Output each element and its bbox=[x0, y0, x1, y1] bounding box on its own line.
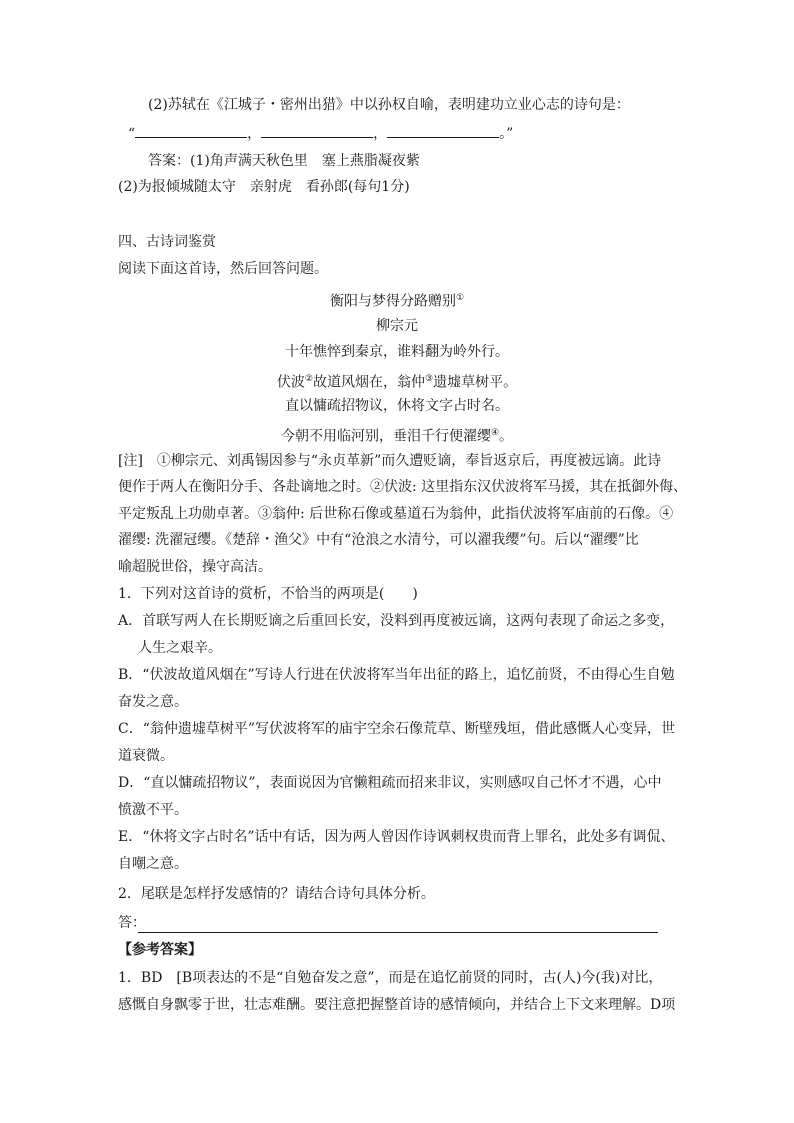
option-c-line-1: C．“翁仲遗墟草树平”写伏波将军的庙宇空余石像荒草、断壁残垣，借此感慨人心变异，世 bbox=[118, 721, 676, 737]
blank-3[interactable] bbox=[387, 123, 499, 138]
answer-label: 答： bbox=[118, 915, 146, 931]
option-e-line-1: E．“休将文字占时名”话中有话，因为两人曾因作诗讽刺权贵而背上罪名，此处多有调侃、 bbox=[118, 829, 675, 845]
poem-title bbox=[0, 288, 794, 312]
poem-line-4-part-b: 。 bbox=[499, 428, 514, 445]
separator-2: ， bbox=[373, 126, 388, 142]
poem-note-mark-4: ④ bbox=[490, 428, 500, 438]
section-instruction: 阅读下面这首诗，然后回答问题。 bbox=[118, 261, 328, 277]
poem-line-4-part-a: 今朝不用临河别，垂泪千行便濯缨 bbox=[280, 428, 491, 445]
poem-title-text: 衡阳与梦得分路赠别 bbox=[329, 293, 456, 310]
close-quote: 。” bbox=[499, 126, 514, 142]
option-a-line-2: 人生之艰辛。 bbox=[138, 640, 222, 656]
reference-answer-line-2: 感慨自身飘零于世，壮志难酬。要注意把握整首诗的感情倾向，并结合上下文来理解。D项 bbox=[118, 997, 676, 1013]
poem-line-1: 十年憔悴到秦京，谁料翻为岭外行。 bbox=[285, 344, 509, 360]
note-line-5: 喻超脱世俗，操守高洁。 bbox=[118, 559, 272, 575]
note-line-1: [注] ①柳宗元、刘禹锡因参与“永贞革新”而久遭贬谪，奉旨返京后，再度被远谪。此诗 bbox=[118, 453, 662, 469]
separator-1: ， bbox=[247, 126, 262, 142]
poem-title-note: ① bbox=[455, 293, 465, 303]
poem-line-3: 直以慵疏招物议，休将文字占时名。 bbox=[285, 398, 509, 414]
reference-answer-heading: 【参考答案】 bbox=[118, 942, 202, 958]
option-e-line-2: 自嘲之意。 bbox=[118, 856, 188, 872]
note-line-2: 便作于两人在衡阳分手、各赴谪地之时。②伏波: 这里指东汉伏波将军马援，其在抵御外侮、 bbox=[118, 479, 688, 495]
poem-line-2 bbox=[0, 369, 794, 393]
previous-answer-line-1: 答案：(1)角声满天秋色里 塞上燕脂凝夜紫 bbox=[148, 153, 420, 169]
note-line-3: 平定叛乱上功勋卓著。③翁仲: 后世称石像或墓道石为翁仲，此指伏波将军庙前的石像。④ bbox=[118, 506, 674, 522]
section-heading: 四、古诗词鉴赏 bbox=[118, 234, 216, 250]
question-2-stem: 2．尾联是怎样抒发感情的？请结合诗句具体分析。 bbox=[118, 886, 435, 902]
poem-note-mark-2: ② bbox=[304, 374, 313, 384]
poem-line-2-part-c: 遗墟草树平。 bbox=[433, 374, 518, 391]
poem-author: 柳宗元 bbox=[376, 318, 418, 334]
answer-line[interactable] bbox=[138, 932, 658, 933]
previous-answer-line-2: (2)为报倾城随太守 亲射虎 看孙郎(每句1分) bbox=[118, 179, 410, 195]
question-1-stem: 1．下列对这首诗的赏析，不恰当的两项是( ) bbox=[118, 586, 418, 602]
note-line-4: 濯缨: 洗濯冠缨。《楚辞・渔父》中有“沧浪之水清兮，可以濯我缨”句。后以“濯缨”比 bbox=[118, 532, 639, 548]
question-2-prompt: (2)苏轼在《江城子・密州出猎》中以孙权自喻，表明建功立业心志的诗句是： bbox=[148, 97, 630, 113]
open-quote: “ bbox=[128, 126, 136, 142]
option-a-line-1: A．首联写两人在长期贬谪之后重回长安，没料到再度被远谪，这两句表现了命运之多变， bbox=[118, 613, 675, 629]
reference-answer-line-1: 1．BD [B项表达的不是“自勉奋发之意”，而是在追忆前贤的同时，古(人)今(我)对比， bbox=[118, 970, 663, 986]
option-d-line-1: D．“直以慵疏招物议”，表面说因为官懒粗疏而招来非议，实则感叹自己怀才不遇，心中 bbox=[118, 775, 662, 791]
fill-in-blank-line bbox=[128, 123, 513, 144]
blank-1[interactable] bbox=[135, 123, 247, 138]
blank-2[interactable] bbox=[261, 123, 373, 138]
option-c-line-2: 道衰微。 bbox=[118, 748, 174, 764]
option-b-line-2: 奋发之意。 bbox=[118, 694, 188, 710]
poem-note-mark-3: ③ bbox=[425, 374, 434, 384]
option-d-line-2: 愤激不平。 bbox=[118, 802, 188, 818]
poem-line-2-part-b: 故道风烟在，翁仲 bbox=[313, 374, 425, 391]
poem-line-4 bbox=[0, 423, 794, 447]
poem-line-2-part-a: 伏波 bbox=[276, 374, 305, 391]
option-b-line-1: B．“伏波故道风烟在”写诗人行进在伏波将军当年出征的路上，追忆前贤，不由得心生自勉 bbox=[118, 667, 675, 683]
